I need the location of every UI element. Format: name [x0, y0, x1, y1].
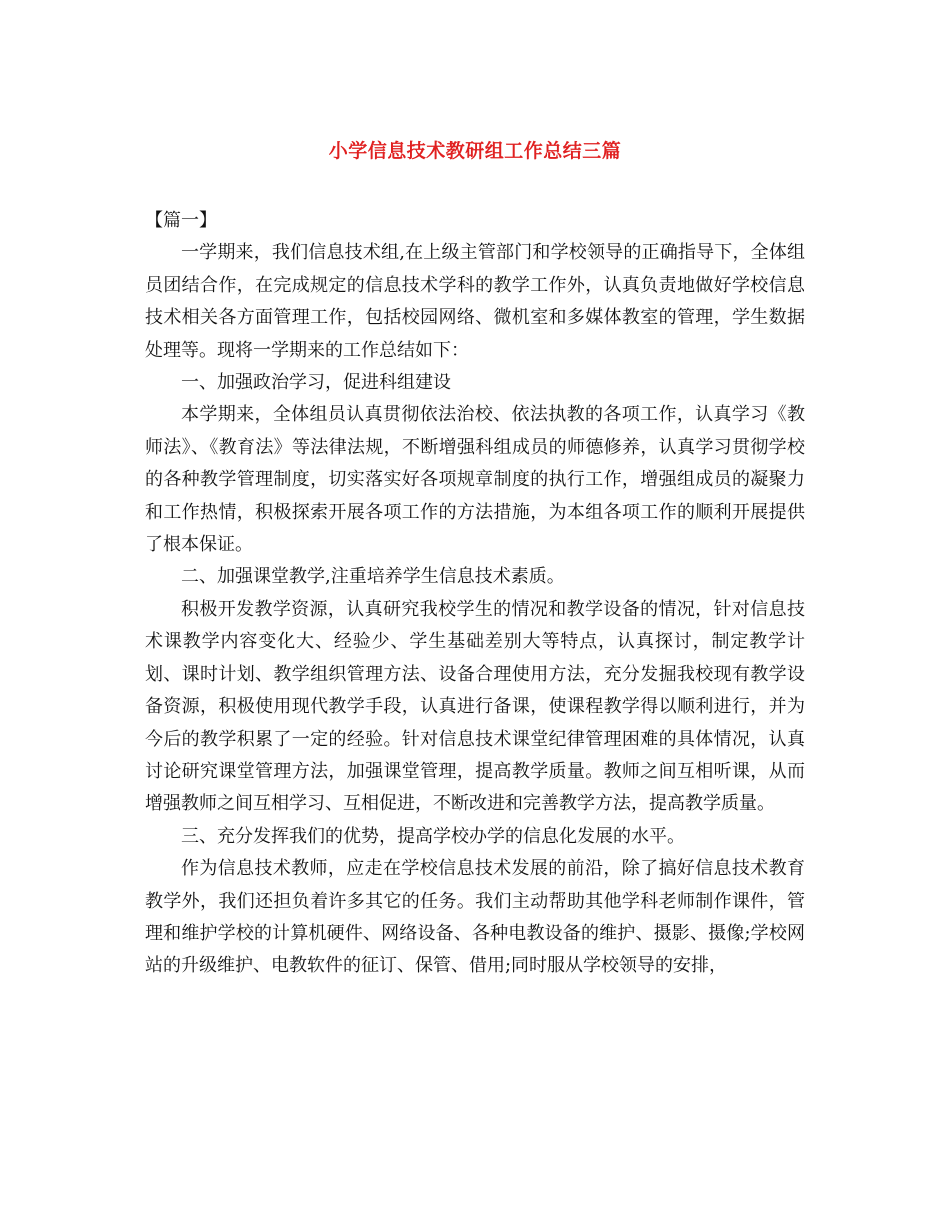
section-heading-3: 三、充分发挥我们的优势，提高学校办学的信息化发展的水平。	[181, 825, 685, 847]
document-body	[145, 205, 805, 983]
section-paragraph-3: 作为信息技术教师，应走在学校信息技术发展的前沿，除了搞好信息技术教育教学外，我们还担负着许多其它的任务。我们主动帮助其他学科老师制作课件，管理和维护学校的计算机硬件、网络设备、各种电教设备的维护、摄影、摄像;学校网站的升级维护、电教软件的征订、保管、借用;同时服从学校领导的安排，	[145, 858, 805, 977]
document-title: 小学信息技术教研组工作总结三篇	[328, 140, 622, 162]
section-heading-2: 二、加强课堂教学,注重培养学生信息技术素质。	[181, 566, 565, 588]
section-label: 【篇一】	[145, 210, 217, 231]
section-paragraph-1: 本学期来，全体组员认真贯彻依法治校、依法执教的各项工作，认真学习《教师法》、《教育法》等法律法规，不断增强科组成员的师德修养，认真学习贯彻学校的各种教学管理制度，切实落实好各项规章制度的执行工作，增强组成员的凝聚力和工作热情，积极探索开展各项工作的方法措施，为本组各项工作的顺利开展提供了根本保证。	[145, 404, 805, 556]
intro-paragraph: 一学期来，我们信息技术组,在上级主管部门和学校领导的正确指导下，全体组员团结合作，在完成规定的信息技术学科的教学工作外，认真负责地做好学校信息技术相关各方面管理工作，包括校园网络、微机室和多媒体教室的管理，学生数据处理等。现将一学期来的工作总结如下：	[145, 242, 805, 361]
section-heading-1: 一、加强政治学习，促进科组建设	[181, 372, 451, 394]
section-paragraph-2: 积极开发教学资源，认真研究我校学生的情况和教学设备的情况，针对信息技术课教学内容变化大、经验少、学生基础差别大等特点，认真探讨，制定教学计划、课时计划、教学组织管理方法、设备合理使用方法，充分发掘我校现有教学设备资源，积极使用现代教学手段，认真进行备课，使课程教学得以顺利进行，并为今后的教学积累了一定的经验。针对信息技术课堂纪律管理困难的具体情况，认真讨论研究课堂管理方法，加强课堂管理，提高教学质量。教师之间互相听课，从而增强教师之间互相学习、互相促进，不断改进和完善教学方法，提高教学质量。	[145, 598, 805, 815]
